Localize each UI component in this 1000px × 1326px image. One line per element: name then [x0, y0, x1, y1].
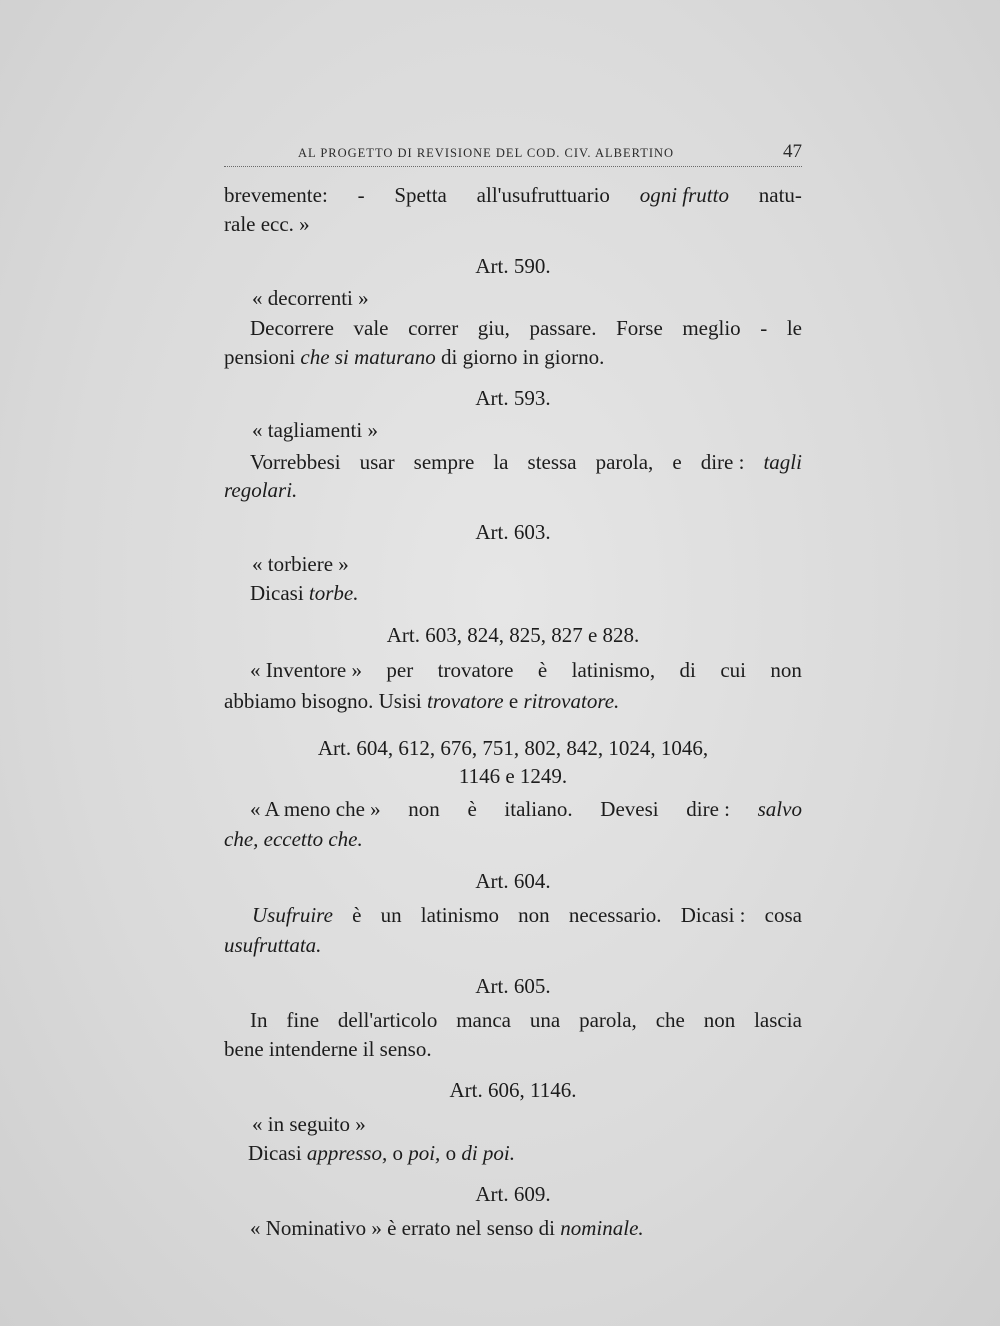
article-heading: Art. 590. [475, 254, 551, 278]
article-heading: 1146 e 1249. [458, 764, 568, 788]
article-heading: Art. 604. [475, 869, 551, 893]
running-title: AL PROGETTO DI REVISIONE DEL COD. CIV. ALBERTINO [298, 146, 675, 160]
article-heading: Art. 604, 612, 676, 751, 802, 842, 1024, 1046, [317, 736, 709, 760]
quoted-term: « torbiere » [252, 552, 349, 576]
text-line: usufruttata. [224, 933, 322, 957]
text-line: bene intenderne il senso. [224, 1037, 432, 1061]
page-number: 47 [783, 141, 802, 162]
text-line: In fine dell'articolo manca una parola, che non lascia [250, 1008, 802, 1032]
text-line: rale ecc. » [224, 212, 310, 236]
text-line: brevemente: - Spetta all'usufruttuario ogni frutto natu- [224, 183, 802, 207]
article-heading: Art. 605. [475, 974, 551, 998]
text-line: regolari. [224, 478, 298, 502]
text-line: « A meno che » non è italiano. Devesi dire : salvo [250, 797, 802, 821]
article-heading: Art. 603. [475, 520, 551, 544]
article-heading: Art. 606, 1146. [449, 1078, 577, 1102]
text-line: che, eccetto che. [224, 827, 363, 851]
text-line: Dicasi appresso, o poi, o di poi. [248, 1141, 515, 1165]
text-line: Vorrebbesi usar sempre la stessa parola, e dire : tagli [250, 450, 802, 474]
quoted-term: « tagliamenti » [252, 418, 378, 442]
article-heading: Art. 593. [475, 386, 551, 410]
article-heading: Art. 609. [475, 1182, 551, 1206]
article-heading: Art. 603, 824, 825, 827 e 828. [386, 623, 640, 647]
text-line: Decorrere vale correr giu, passare. Forse meglio - le [250, 316, 802, 340]
running-header [224, 140, 802, 167]
text-line: Usufruire è un latinismo non necessario. Dicasi : cosa [252, 903, 802, 927]
text-line: abbiamo bisogno. Usisi trovatore e ritrovatore. [224, 689, 620, 713]
quoted-term: « in seguito » [252, 1112, 366, 1136]
text-line: « Nominativo » è errato nel senso di nominale. [250, 1216, 644, 1240]
text-line: Dicasi torbe. [250, 581, 359, 605]
text-line: pensioni che si maturano di giorno in giorno. [224, 345, 605, 369]
text-line: « Inventore » per trovatore è latinismo, di cui non [250, 658, 802, 682]
quoted-term: « decorrenti » [252, 286, 369, 310]
